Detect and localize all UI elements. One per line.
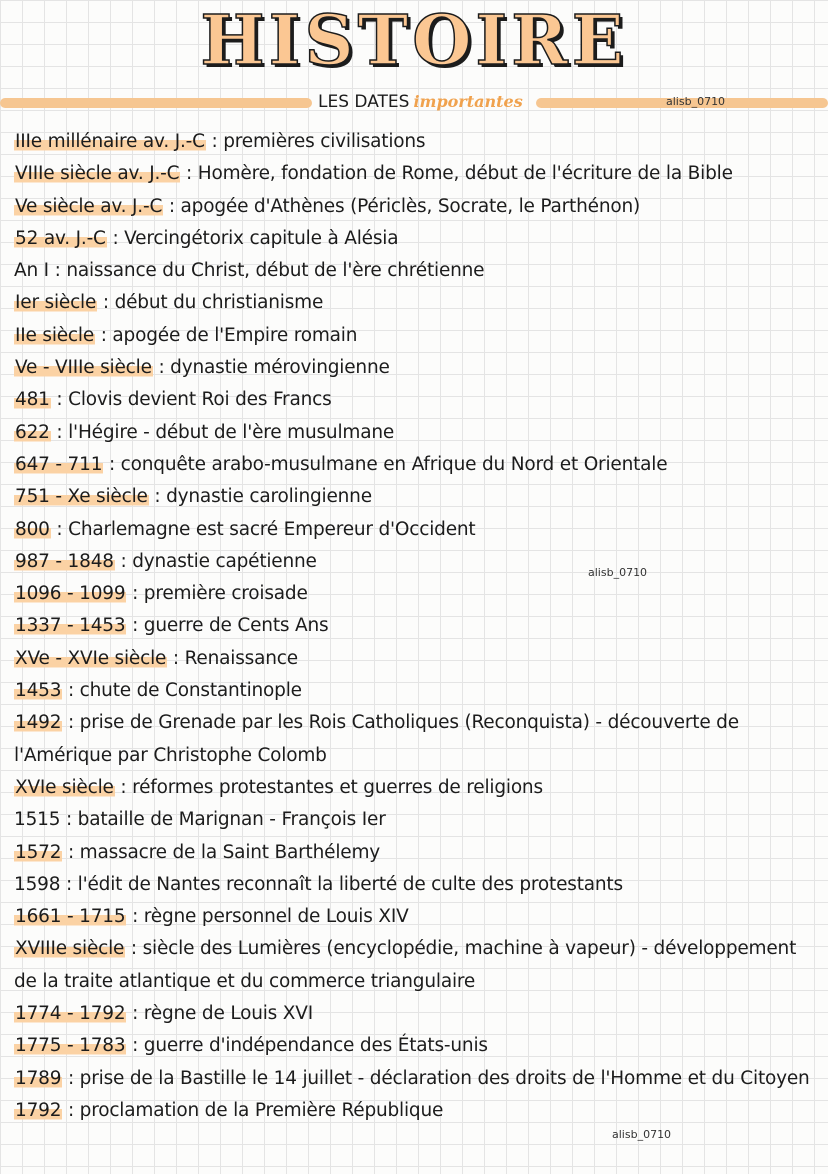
entry-text: : naissance du Christ, début de l'ère chrétienne bbox=[48, 260, 485, 282]
entry-text: : règne personnel de Louis XIV bbox=[126, 906, 409, 928]
entry-date: 1775 - 1783 bbox=[15, 1035, 126, 1057]
entry-text: : prise de Grenade par les Rois Catholiques (Reconquista) - découverte de l'Amérique par Christophe Colomb bbox=[14, 712, 739, 766]
list-item bbox=[14, 998, 824, 1030]
entry-date: 1789 bbox=[15, 1067, 62, 1089]
entry-text: : Vercingétorix capitule à Alésia bbox=[106, 227, 399, 249]
watermark-middle: alisb_0710 bbox=[588, 566, 648, 579]
entry-text: : proclamation de la Première République bbox=[62, 1099, 444, 1121]
entry-date: 1453 bbox=[15, 680, 62, 702]
entry-date: 1337 - 1453 bbox=[15, 615, 126, 637]
list-item bbox=[14, 320, 824, 352]
watermark-bottom: alisb_0710 bbox=[612, 1128, 672, 1141]
entry-date: XVIe siècle bbox=[15, 776, 114, 798]
list-item bbox=[14, 1063, 824, 1095]
list-item bbox=[14, 610, 824, 642]
entry-date: VIIIe siècle av. J.-C bbox=[15, 163, 180, 185]
list-item bbox=[14, 287, 824, 319]
entry-text: : guerre de Cents Ans bbox=[126, 615, 329, 637]
entry-text: : Clovis devient Roi des Francs bbox=[50, 389, 332, 411]
entry-text: : dynastie capétienne bbox=[114, 550, 317, 572]
page-title: HISTOIRE bbox=[200, 1, 628, 81]
list-item bbox=[14, 546, 824, 578]
entry-date: 1572 bbox=[15, 841, 62, 863]
entry-date: 647 - 711 bbox=[15, 453, 103, 475]
entry-text: : apogée de l'Empire romain bbox=[95, 324, 358, 346]
entry-date: 1792 bbox=[15, 1099, 62, 1121]
entry-text: : dynastie mérovingienne bbox=[152, 357, 390, 379]
entry-text: : apogée d'Athènes (Périclès, Socrate, le Parthénon) bbox=[163, 195, 641, 217]
entry-text: : conquête arabo-musulmane en Afrique du Nord et Orientale bbox=[103, 453, 668, 475]
entry-date: 1774 - 1792 bbox=[15, 1003, 126, 1025]
entry-date: Ve siècle av. J.-C bbox=[15, 195, 163, 217]
list-item bbox=[14, 191, 824, 223]
entry-text: : chute de Constantinople bbox=[62, 680, 302, 702]
dates-list bbox=[14, 126, 824, 1127]
list-item bbox=[14, 578, 824, 610]
entry-date: 52 av. J.-C bbox=[15, 227, 106, 249]
entry-date: IIIe millénaire av. J.-C bbox=[15, 131, 205, 152]
entry-text: : Renaissance bbox=[167, 647, 298, 669]
entry-text: : début du christianisme bbox=[97, 292, 324, 314]
list-item bbox=[14, 869, 824, 901]
subtitle bbox=[318, 88, 523, 116]
entry-date: 1661 - 1715 bbox=[15, 906, 126, 928]
list-item bbox=[14, 772, 824, 804]
list-item bbox=[14, 352, 824, 384]
subtitle-accent: importantes bbox=[413, 92, 523, 111]
entry-text: : Homère, fondation de Rome, début de l'écriture de la Bible bbox=[180, 163, 733, 185]
list-item bbox=[14, 933, 824, 998]
list-item bbox=[14, 384, 824, 416]
entry-date: An I bbox=[14, 260, 49, 282]
entry-text: : prise de la Bastille le 14 juillet - déclaration des droits de l'Homme et du Citoyen bbox=[62, 1067, 810, 1089]
entry-text: : première croisade bbox=[126, 583, 308, 605]
entry-date: XVIIIe siècle bbox=[15, 938, 125, 960]
list-item bbox=[14, 643, 824, 675]
entry-text: : réformes protestantes et guerres de religions bbox=[114, 776, 543, 798]
entry-text: : bataille de Marignan - François Ier bbox=[60, 809, 386, 831]
entry-text: : l'édit de Nantes reconnaît la liberté de culte des protestants bbox=[60, 873, 623, 895]
entry-text: : l'Hégire - début de l'ère musulmane bbox=[50, 421, 395, 443]
entry-date: Ier siècle bbox=[15, 292, 97, 314]
entry-text: : massacre de la Saint Barthélemy bbox=[62, 841, 381, 863]
entry-date: 1598 bbox=[14, 873, 61, 895]
entry-date: 751 - Xe siècle bbox=[15, 486, 148, 508]
entry-date: Ve - VIIIe siècle bbox=[15, 357, 152, 379]
subtitle-prefix: LES DATES bbox=[318, 92, 410, 112]
list-item bbox=[14, 901, 824, 933]
list-item bbox=[14, 255, 824, 287]
entry-date: IIe siècle bbox=[15, 324, 95, 346]
list-item bbox=[14, 675, 824, 707]
entry-date: 1096 - 1099 bbox=[15, 583, 126, 605]
list-item bbox=[14, 223, 824, 255]
list-item bbox=[14, 481, 824, 513]
list-item bbox=[14, 514, 824, 546]
list-item bbox=[14, 158, 824, 190]
entry-date: 1492 bbox=[15, 712, 62, 734]
list-item bbox=[14, 1095, 824, 1127]
entry-text: : règne de Louis XVI bbox=[126, 1003, 313, 1025]
entry-date: 622 bbox=[15, 421, 50, 443]
entry-text: : dynastie carolingienne bbox=[148, 486, 372, 508]
entry-text: : premières civilisations bbox=[205, 131, 426, 152]
title-band-left bbox=[0, 98, 312, 108]
list-item bbox=[14, 126, 824, 158]
list-item bbox=[14, 707, 824, 772]
entry-date: XVe - XVIe siècle bbox=[15, 647, 167, 669]
entry-text: : Charlemagne est sacré Empereur d'Occident bbox=[50, 518, 476, 540]
watermark-top: alisb_0710 bbox=[666, 95, 726, 108]
entry-text: : siècle des Lumières (encyclopédie, machine à vapeur) - développement de la traite atlantique et du commerce triangulaire bbox=[14, 938, 797, 992]
list-item bbox=[14, 417, 824, 449]
list-item bbox=[14, 449, 824, 481]
entry-date: 1515 bbox=[14, 809, 61, 831]
entry-date: 800 bbox=[15, 518, 50, 540]
list-item bbox=[14, 1030, 824, 1062]
list-item bbox=[14, 837, 824, 869]
entry-text: : guerre d'indépendance des États-unis bbox=[126, 1035, 488, 1057]
entry-date: 481 bbox=[15, 389, 50, 411]
list-item bbox=[14, 804, 824, 836]
entry-date: 987 - 1848 bbox=[15, 550, 114, 572]
